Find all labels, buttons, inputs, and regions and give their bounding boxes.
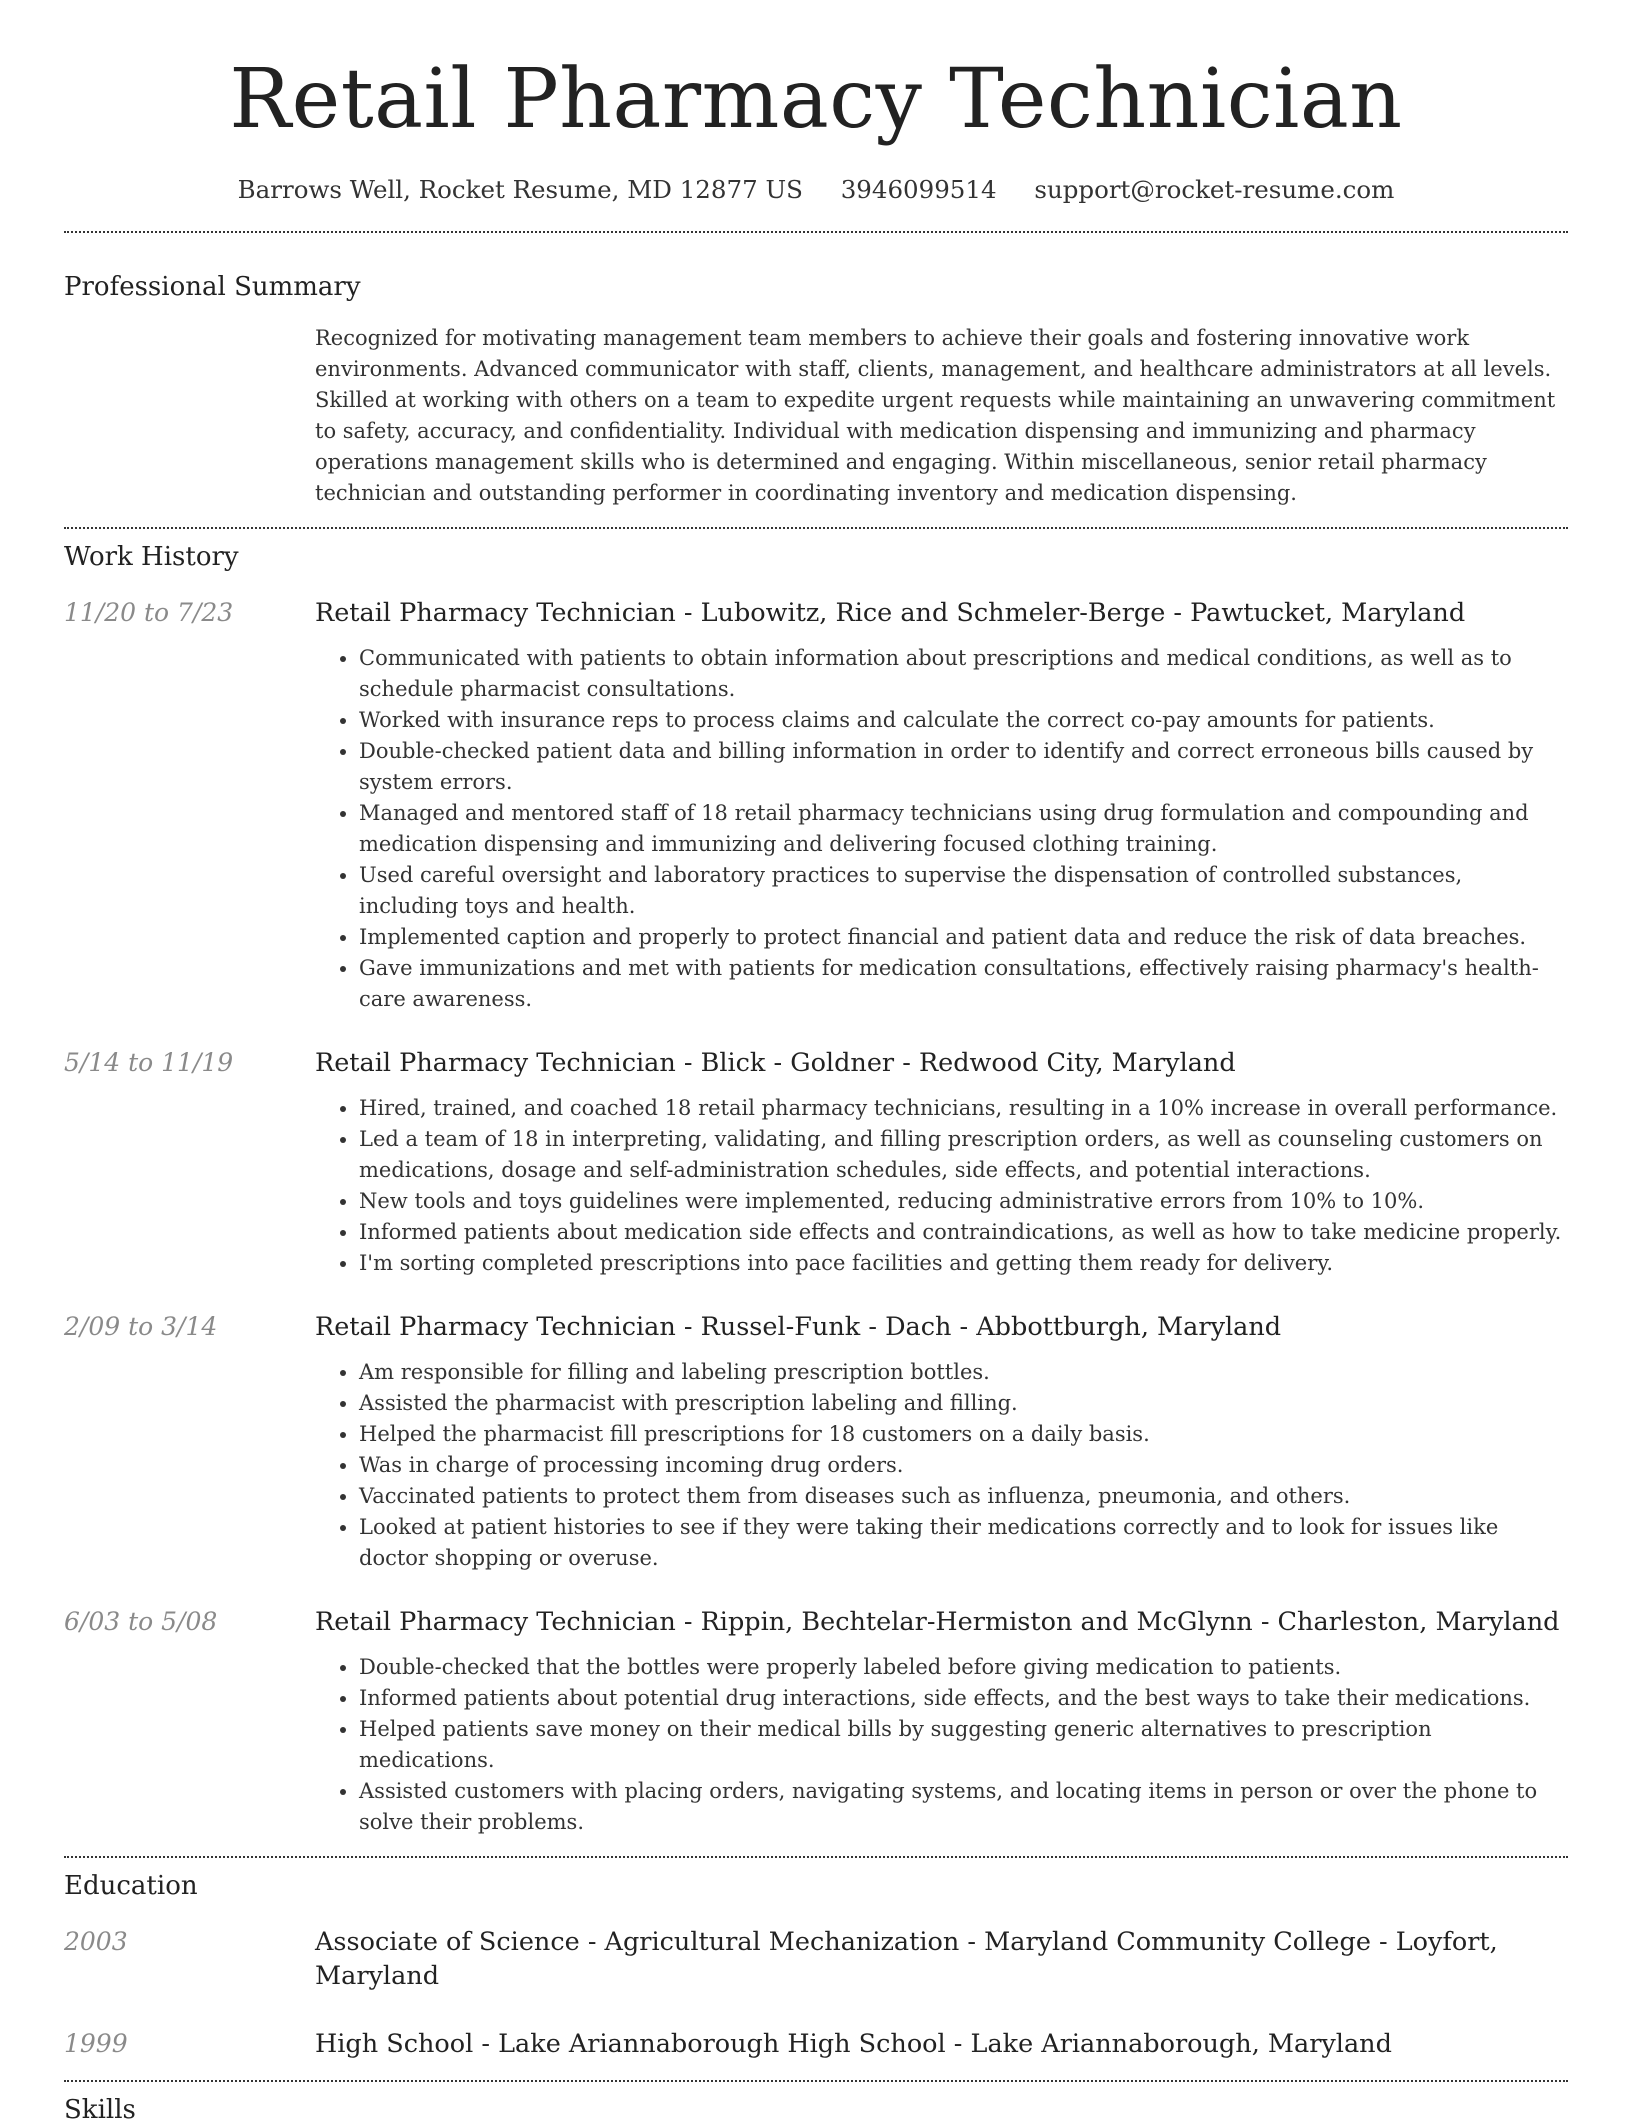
bullet: • Worked with insurance reps to process claims and calculate the correct co-pay amounts for patients. [359, 705, 1568, 736]
summary-text: Recognized for motivating management team members to achieve their goals and fostering innovative work environments. Advanced communicator with staff, clients, management, and healthcare administrators at all levels. Skilled at working with others on a team to expedite urgent requests while maintaining an unwavering commitment to safety, accuracy, and confidentiality. Individual with medication dispensing and immunizing and pharmacy operations management skills who is determined and engaging. Within miscellaneous, senior retail pharmacy technician and outstanding performer in coordinating inventory and medication dispensing. [315, 326, 1556, 505]
bullet: • I'm sorting completed prescriptions into pace facilities and getting them ready for delivery. [359, 1248, 1568, 1279]
bullet: • New tools and toys guidelines were implemented, reducing administrative errors from 10% to 10%. [359, 1186, 1568, 1217]
bullet: • Helped the pharmacist fill prescriptions for 18 customers on a daily basis. [359, 1419, 1568, 1450]
education-entry [64, 1925, 1568, 1993]
education-year: 1999 [64, 2029, 128, 2058]
section-title-summary: Professional Summary [64, 272, 361, 302]
job-bullets [315, 1652, 1568, 1838]
job-bullets [315, 1357, 1568, 1574]
bullet: • Was in charge of processing incoming drug orders. [359, 1450, 1568, 1481]
contact-line [64, 174, 1568, 206]
job-title: Retail Pharmacy Technician - Russel-Funk - Dach - Abbottburgh, Maryland [315, 1312, 1282, 1342]
bullet: • Led a team of 18 in interpreting, validating, and filling prescription orders, as well as counseling customers on medications, dosage and self-administration schedules, side effects, and potential interactions. [359, 1124, 1568, 1186]
bullet: • Managed and mentored staff of 18 retail pharmacy technicians using drug formulation and compounding and medication dispensing and immunizing and delivering focused clothing training. [359, 798, 1568, 860]
candidate-name: Retail Pharmacy Technician [229, 52, 1403, 147]
bullet: • Gave immunizations and met with patients for medication consultations, effectively raising pharmacy's health-care awareness. [359, 953, 1568, 1015]
job-entry [64, 596, 1568, 1015]
email: support@rocket-resume.com [1034, 175, 1395, 204]
job-entry [64, 1605, 1568, 1838]
bullet: • Communicated with patients to obtain information about prescriptions and medical conditions, as well as to schedule pharmacist consultations. [359, 643, 1568, 705]
job-dates: 6/03 to 5/08 [64, 1607, 218, 1636]
education-detail: High School - Lake Ariannaborough High School - Lake Ariannaborough, Maryland [315, 2029, 1392, 2059]
section-title-education: Education [64, 1871, 198, 1901]
bullet: • Double-checked patient data and billing information in order to identify and correct erroneous bills caused by system errors. [359, 736, 1568, 798]
section-title-work: Work History [64, 542, 239, 572]
divider [64, 527, 1568, 529]
resume-page [64, 0, 1568, 2127]
bullet: • Informed patients about potential drug interactions, side effects, and the best ways to take their medications. [359, 1683, 1568, 1714]
education-entry [64, 2027, 1568, 2061]
job-dates: 11/20 to 7/23 [64, 598, 234, 627]
bullet: • Assisted the pharmacist with prescription labeling and filling. [359, 1388, 1568, 1419]
divider [64, 2080, 1568, 2082]
address: Barrows Well, Rocket Resume, MD 12877 US [237, 175, 803, 204]
bullet: • Informed patients about medication side effects and contraindications, as well as how to take medicine properly. [359, 1217, 1568, 1248]
bullet: • Am responsible for filling and labeling prescription bottles. [359, 1357, 1568, 1388]
bullet: • Helped patients save money on their medical bills by suggesting generic alternatives to prescription medications. [359, 1714, 1568, 1776]
job-title: Retail Pharmacy Technician - Blick - Goldner - Redwood City, Maryland [315, 1048, 1236, 1078]
bullet: • Hired, trained, and coached 18 retail pharmacy technicians, resulting in a 10% increase in overall performance. [359, 1093, 1568, 1124]
phone: 3946099514 [840, 175, 997, 204]
education-year: 2003 [64, 1927, 128, 1956]
bullet: • Assisted customers with placing orders, navigating systems, and locating items in person or over the phone to solve their problems. [359, 1776, 1568, 1838]
education-detail: Associate of Science - Agricultural Mechanization - Maryland Community College - Loyfort, Maryland [315, 1927, 1498, 1991]
bullet: • Implemented caption and properly to protect financial and patient data and reduce the risk of data breaches. [359, 922, 1568, 953]
divider [64, 1856, 1568, 1858]
job-title: Retail Pharmacy Technician - Rippin, Bechtelar-Hermiston and McGlynn - Charleston, Maryland [315, 1607, 1560, 1637]
bullet: • Used careful oversight and laboratory practices to supervise the dispensation of controlled substances, including toys and health. [359, 860, 1568, 922]
job-title: Retail Pharmacy Technician - Lubowitz, Rice and Schmeler-Berge - Pawtucket, Maryland [315, 598, 1466, 628]
section-title-skills: Skills [64, 2095, 136, 2125]
job-entry [64, 1310, 1568, 1574]
job-entry [64, 1046, 1568, 1279]
job-dates: 5/14 to 11/19 [64, 1048, 234, 1077]
job-bullets [315, 1093, 1568, 1279]
divider [64, 231, 1568, 233]
bullet: • Looked at patient histories to see if they were taking their medications correctly and to look for issues like doctor shopping or overuse. [359, 1512, 1568, 1574]
bullet: • Vaccinated patients to protect them from diseases such as influenza, pneumonia, and others. [359, 1481, 1568, 1512]
job-bullets [315, 643, 1568, 1015]
bullet: • Double-checked that the bottles were properly labeled before giving medication to patients. [359, 1652, 1568, 1683]
job-dates: 2/09 to 3/14 [64, 1312, 218, 1341]
